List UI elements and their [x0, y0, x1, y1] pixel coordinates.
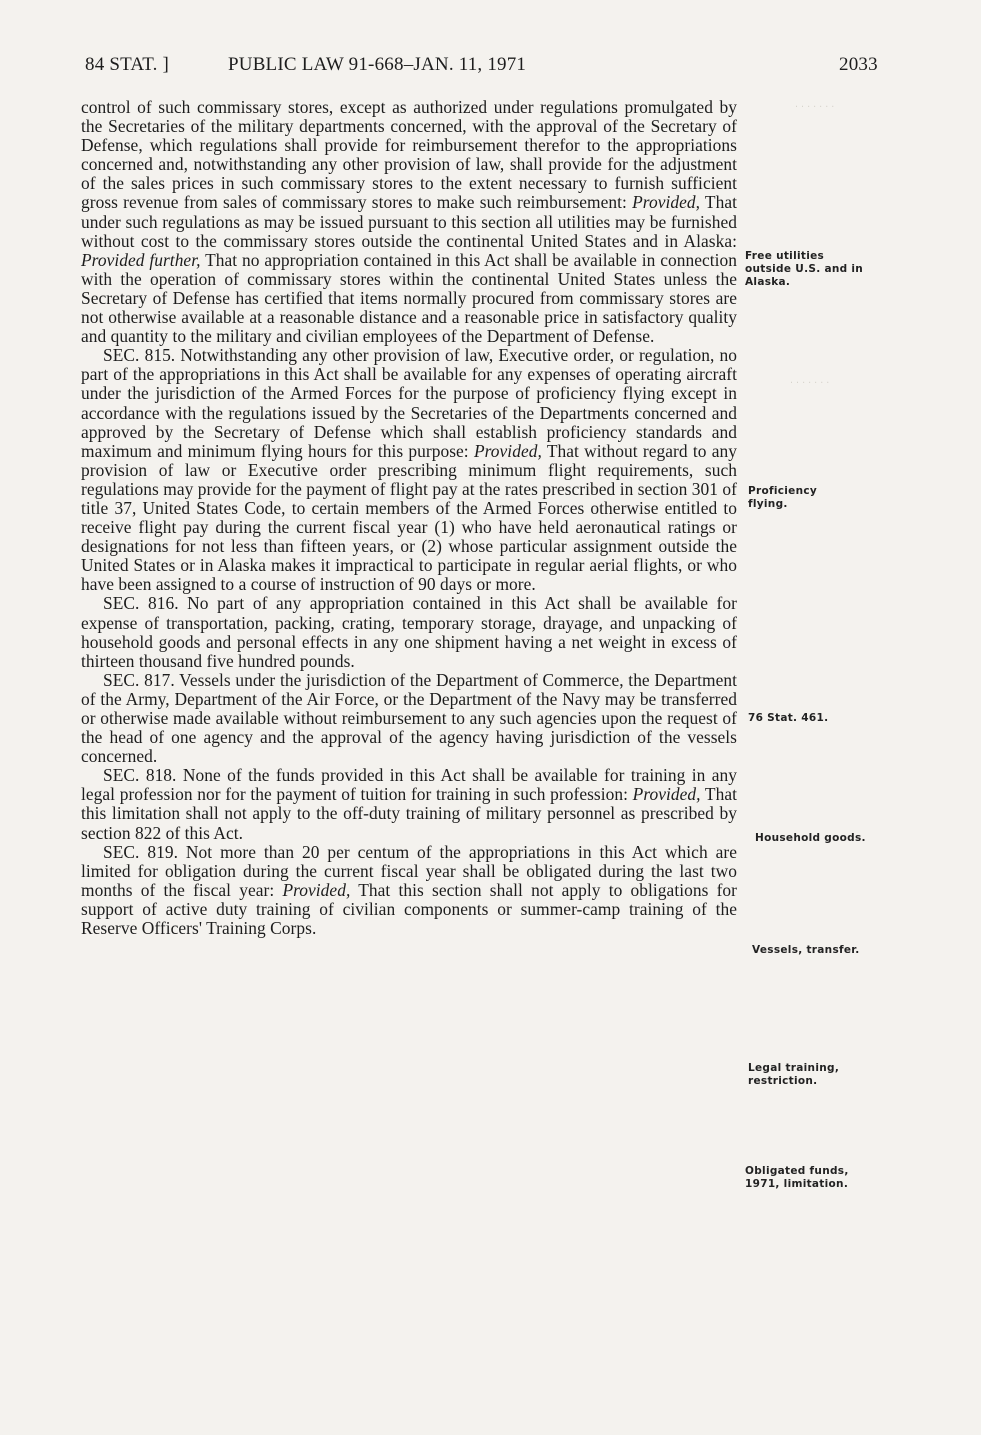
bleed-through-text: · · · · · · · — [790, 378, 830, 389]
provided-further-italic: Provided further, — [81, 249, 201, 270]
section-label: SEC. 818. — [103, 765, 177, 786]
paragraph-814-continued: control of such commissary stores, except as authorized under regulations promulgated by the Secretaries of the military departments concerned, with the approval of the Secretary of Defense, which regulations shall provide for reimbursement therefor to the appropriations concerned and, notwithstanding any other provision of law, shall provide for the adjustment of the sales prices in such commissary stores to the extent necessary to furnish sufficient gross revenue from sales of commissary stores to make such reimbursement: Provided, That under such regulations as may be issued pursuant to this section all utilities may be furnished without cost to the commissary stores outside the continental United States and in Alaska: Provided further, That no appropriation contained in this Act shall be available in connection with the operation of commissary stores within the continental United States unless the Secretary of Defense has certified that items normally procured from commissary stores are not otherwise available at a reasonable distance and a reasonable price in satisfactory quality and quantity to the military and civilian employees of the Department of Defense. — [81, 97, 737, 347]
margin-note-proficiency-flying: Proficiency flying. — [748, 485, 818, 510]
provided-italic: Provided, — [473, 440, 542, 461]
section-818: SEC. 818. None of the funds provided in this Act shall be available for training in any legal profession nor for the payment of tuition for training in such profession: Provided, That this limitation shall not apply to the off-duty training of military personnel as prescribed by section 822 of this Act. — [81, 765, 737, 843]
margin-note-stat-reference: 76 Stat. 461. — [748, 712, 829, 724]
section-label: SEC. 819. — [103, 841, 178, 862]
provided-italic: Provided, — [632, 192, 701, 213]
margin-note-free-utilities: Free utilities outside U.S. and in Alaska. — [745, 250, 864, 288]
section-817: SEC. 817. Vessels under the jurisdiction of the Department of Commerce, the Department of the Army, Department of the Air Force, or the Department of the Navy may be transferred or otherwise made available without reimbursement to any such agencies upon the request of the head of one agency and the approval of the agency having jurisdiction of the vessels concerned. — [81, 669, 737, 767]
margin-note-vessels: Vessels, transfer. — [752, 944, 860, 956]
page-number: 2033 — [839, 54, 878, 75]
section-label: SEC. 816. — [103, 593, 179, 614]
section-815: SEC. 815. Notwithstanding any other provision of law, Executive order, or regulation, no part of the appropriations in this Act shall be available for any expenses of operating aircraft under the jurisdiction of the Armed Forces for the purpose of proficiency flying except in accordance with the regulations issued by the Secretaries of the Departments concerned and approved by the Secretary of Defense which shall establish proficiency standards and maximum and minimum flying hours for this purpose: Provided, That without regard to any provision of law or Executive order prescribing minimum flight requirements, such regulations may provide for the payment of flight pay at the rates prescribed in section 301 of title 37, United States Code, to certain members of the Armed Forces otherwise entitled to receive flight pay during the current fiscal year (1) who have held aeronautical ratings or designations for not less than fifteen years, or (2) whose particular assignment outside the United States or in Alaska makes it impractical to participate in regular aerial flights, or who have been assigned to a course of instruction of 90 days or more. — [81, 345, 737, 595]
section-label: SEC. 815. — [103, 345, 176, 366]
stat-reference-header: 84 STAT. ] — [85, 54, 170, 75]
bleed-through-text: · · · · · · · — [795, 102, 835, 113]
section-816: SEC. 816. No part of any appropriation contained in this Act shall be available for expense of transportation, packing, crating, temporary storage, drayage, and unpacking of household goods and personal effects in any one shipment having a net weight in excess of thirteen thousand five hundred pounds. — [81, 593, 737, 671]
main-text-column — [81, 98, 737, 938]
margin-note-obligated-funds: Obligated funds, 1971, limitation. — [745, 1165, 849, 1190]
margin-note-household-goods: Household goods. — [755, 832, 866, 844]
section-label: SEC. 817. — [103, 669, 175, 690]
provided-italic: Provided, — [632, 784, 701, 805]
provided-italic: Provided, — [282, 879, 351, 900]
margin-note-legal-training: Legal training, restriction. — [748, 1062, 840, 1087]
section-819: SEC. 819. Not more than 20 per centum of the appropriations in this Act which are limited for obligation during the current fiscal year shall be obligated during the last two months of the fiscal year: Provided, That this section shall not apply to obligations for support of active duty training of civilian components or summer-camp training of the Reserve Officers' Training Corps. — [81, 841, 738, 939]
law-title-header: PUBLIC LAW 91-668–JAN. 11, 1971 — [228, 54, 527, 75]
